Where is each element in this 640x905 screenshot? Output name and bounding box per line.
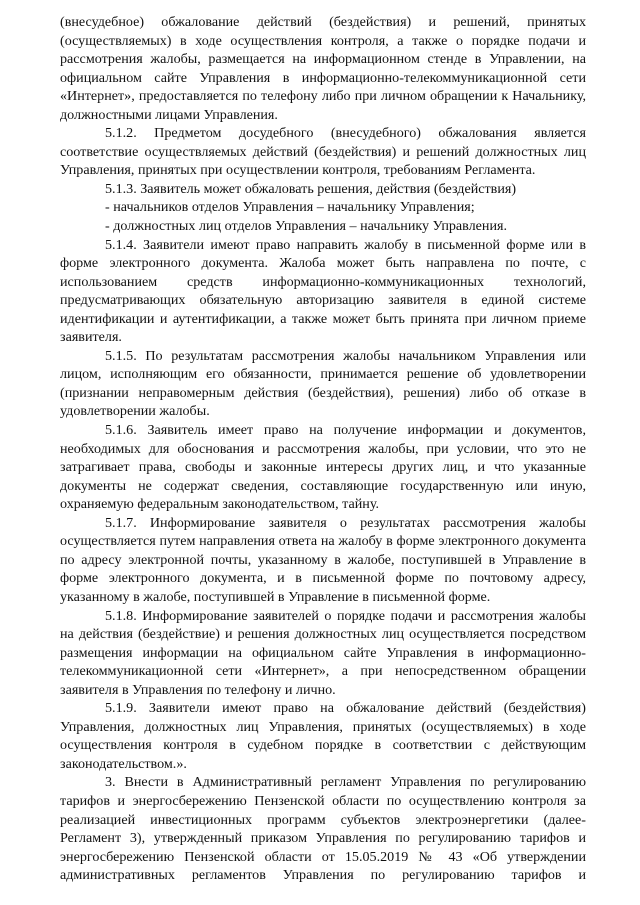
list-item-5-1-3-a: - начальников отделов Управления – начальнику Управления; <box>105 199 475 216</box>
paragraph-5-1-4: 5.1.4. Заявители имеют право направить жалобу в письменной форме или в форме электронного документа. Жалоба может быть направлена по почте, с использованием средств информационно-коммуникационных технологий, предусматривающих обязательную авторизацию заявителя в единой системе идентификации и аутентификации, а также может быть принята при личном приеме заявителя. <box>60 236 586 346</box>
paragraph-5-1-9: 5.1.9. Заявители имеют право на обжалование действий (бездействия) Управления, должностных лиц Управления, принятых (осуществляемых) в ходе осуществления контроля в судебном порядке в соответствии с действующим законодательством.». <box>60 700 586 772</box>
paragraph-5-1-6: 5.1.6. Заявитель имеет право на получение информации и документов, необходимых для обоснования и рассмотрения жалобы, при условии, что это не затрагивает права, свободы и законные интересы других лиц, и что указанные документы не содержат сведения, составляющие государственную или иную, охраняемую федеральным законодательством, тайну. <box>60 422 586 513</box>
document-page <box>60 13 586 885</box>
paragraph-3: 3. Внести в Административный регламент Управления по регулированию тарифов и энергосбережению Пензенской области по осуществлению контроля за реализацией инвестиционных программ субъектов электроэнергетики (далее- Регламент 3), утвержденный приказом Управления по регулированию тарифов и энергосбережению Пензенской области от 15.05.2019 № 43 «Об утверждении административных регламентов Управления по регулированию тарифов и <box>60 774 586 884</box>
paragraph-5-1-2: 5.1.2. Предметом досудебного (внесудебного) обжалования является соответствие осуществляемых действий (бездействия) и решений должностных лиц Управления, принятых при осуществлении контроля, требованиям Регламента. <box>60 125 586 179</box>
paragraph-5-1-3: 5.1.3. Заявитель может обжаловать решения, действия (бездействия) <box>105 180 517 197</box>
paragraph-appeal-info-continuation: (внесудебное) обжалование действий (бездействия) и решений, принятых (осуществляемых) в ходе осуществления контроля, а также о порядке подачи и рассмотрения жалобы, размещается на информационном стенде в Управлении, на официальном сайте Управления в информационно-телекоммуникационной сети «Интернет», предоставляется по телефону либо при личном обращении к Начальнику, должностными лицами Управления. <box>60 14 586 123</box>
paragraph-5-1-7: 5.1.7. Информирование заявителя о результатах рассмотрения жалобы осуществляется путем направления ответа на жалобу в форме электронного документа по адресу электронной почты, указанному в жалобе, поступившей в Управление в форме электронного документа, и в письменной форме по почтовому адресу, указанному в жалобе, поступившей в Управление в письменной форме. <box>60 514 586 605</box>
list-item-5-1-3-b: - должностных лиц отделов Управления – начальнику Управления. <box>105 218 508 235</box>
paragraph-5-1-8: 5.1.8. Информирование заявителей о порядке подачи и рассмотрения жалобы на действия (бездействие) и решения должностных лиц осуществляется посредством размещения информации на официальном сайте Управления в информационно-телекоммуникационной сети «Интернет», а при непосредственном обращении заявителя в Управления по телефону и лично. <box>60 607 586 698</box>
paragraph-5-1-5: 5.1.5. По результатам рассмотрения жалобы начальником Управления или лицом, исполняющим его обязанности, принимается решение об удовлетворении (признании неправомерным действия (бездействия), решения) либо об отказе в удовлетворении жалобы. <box>60 347 586 420</box>
